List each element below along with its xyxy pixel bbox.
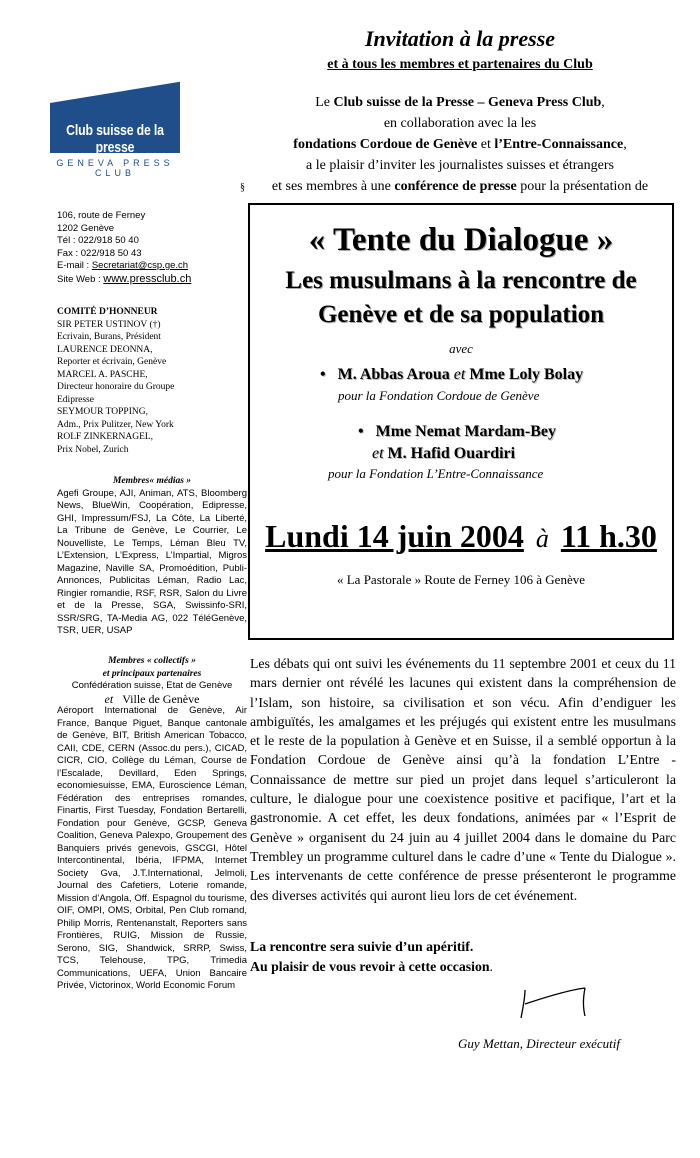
speaker-name: M. Abbas Aroua (337, 366, 454, 383)
street: 106, route de Ferney (57, 210, 146, 221)
club-name: Club suisse de la Presse – Geneva Press Club (333, 95, 602, 110)
logo-subtitle: GENEVA PRESS CLUB (56, 158, 174, 178)
intro-text: pour la présentation de (516, 179, 649, 194)
honor-line: Adm., Prix Pulitzer, New York (57, 419, 174, 430)
intro-text: et ses membres à une (271, 179, 395, 194)
speaker-name: Mme Nemat Mardam-Bey (375, 423, 556, 440)
partners-heading: et principaux partenaires (102, 668, 202, 679)
event-subtitle-line: Les musulmans à la rencontre de (285, 267, 637, 294)
intro-text: Le (315, 95, 334, 110)
closing-line: La rencontre sera suivie d’un apéritif. (250, 939, 474, 954)
honor-line: Prix Nobel, Zurich (57, 444, 129, 455)
city: 1202 Genève (57, 222, 115, 234)
collective-members (57, 655, 247, 993)
phone: Tél : 022/918 50 40 (57, 235, 139, 246)
club-address (57, 210, 242, 286)
invitation-title: Invitation à la presse (364, 26, 556, 51)
city-partner-et: et (104, 691, 114, 706)
speaker-et: et (372, 445, 384, 462)
event-subtitle-line: Genève et de sa population (317, 301, 605, 328)
foundation-entre-connaissance: pour la Fondation L’Entre-Connaissance (328, 466, 544, 481)
logo-block (50, 78, 180, 156)
media-list: Agefi Groupe, AJI, Animan, ATS, Bloomberg News, BlueWin, Coopération, Edipresse, GHI, Impressum/FSJ, La Côte, La Liberté, La Tribune de Genève, Le Courrier, Le Nouvelliste, Le Temps, Léman Bleu TV, L’Extension, L’Express, L’Impartial, Migros Magazine, Naville SA, Promoédition, Publi-Annonces, Publicitas Léman, Radio Lac, Ringier romandie, RSF, RSR, Salon du Livre et de la Presse, SGA, Swissinfo-SRI, SSR/SRG, TA-Media AG, 022 TéléGenève, TSR, UER, USAP (57, 487, 247, 636)
event-subtitle (250, 264, 672, 332)
body-paragraph: Les débats qui ont suivi les événements du 11 septembre 2001 et ceux du 11 mars dernier ont révélé les lacunes qui existent dans la compréhension de l’Islam, son histoire, sa civilisation et son vécu. Afin d’endiguer les ambiguïtés, les amalgames et les préjugés qui existent entre les musulmans et le reste de la population à Genève et en Suisse, il a semblé opportun à la Fondation Cordoue de Genève ainsi qu’à la fondation L’Entre - Connaissance de mettre sur pied un projet dans lequel s’articuleront la culture, le dialogue pour une coexistence positive et pacifique, l’art et la gastronomie. A cet effet, les deux fondations, animées par « l’Esprit de Genève » organisent du 24 juin au 4 juillet 2004 dans le domaine du Parc Trembley un programme culturel dans le cadre d’une « Tente du Dialogue ». Les intervenants de cette conférence de presse présenteront le programme des diverses activités qui auront lieu lors de cet événement. (250, 656, 676, 903)
intro-text: en collaboration avec la les (383, 116, 537, 131)
event-title: « Tente du Dialogue » (308, 222, 614, 258)
honor-line: SIR PETER USTINOV (†) (57, 319, 161, 330)
honor-line: LAURENCE DEONNA, (57, 344, 153, 355)
collective-heading: Membres « collectifs » (108, 656, 196, 666)
city-partner-name: Ville de Genève (122, 691, 200, 706)
email-label: E-mail : (57, 260, 92, 271)
intro-paragraph (245, 92, 675, 197)
media-heading: Membres« médias » (112, 476, 192, 486)
event-date-time (250, 518, 672, 555)
honor-heading: COMITÉ D’HONNEUR (57, 307, 158, 317)
logo-name: Club suisse de la presse (66, 122, 164, 156)
event-time: 11 h.30 (560, 518, 657, 554)
city-partner (57, 693, 247, 706)
section-mark: § (240, 182, 245, 193)
speaker-name: M. Hafid Ouardiri (383, 445, 516, 462)
honor-line: MARCEL A. PASCHE, (57, 369, 148, 380)
honor-line: Edipresse (57, 394, 94, 405)
speaker-name: Mme Loly Bolay (465, 366, 584, 383)
intro-text: , (601, 95, 605, 110)
honor-committee (57, 306, 242, 456)
web-label: Site Web : (57, 273, 104, 285)
media-members (57, 475, 247, 638)
foundation-name: l’Entre-Connaissance (494, 137, 624, 152)
speaker-line-3 (372, 445, 515, 463)
honor-line: Ecrivain, Burans, Président (57, 332, 161, 342)
speaker-line-2: • Mme Nemat Mardam-Bey (358, 423, 556, 440)
speaker-et: et (453, 366, 466, 383)
foundation-name: fondations Cordoue de Genève (293, 137, 478, 152)
closing-period: . (489, 959, 493, 974)
honor-line: ROLF ZINKERNAGEL, (57, 432, 154, 442)
handwritten-signature (513, 978, 593, 1023)
event-a: à (535, 524, 549, 553)
event-date: Lundi 14 juin 2004 (265, 518, 524, 554)
event-avec: avec (449, 341, 473, 356)
invitation-subtitle: et à tous les membres et partenaires du Club (327, 57, 593, 72)
event-venue: « La Pastorale » Route de Ferney 106 à Genève (336, 572, 585, 587)
collective-list: Aéroport International de Genève, Air France, Banque Piguet, Banque cantonale de Genève, BIT, British American Tobacco, CAII, CDE, CERN (Assoc.du pers.), CICAD, CICR, CIO, Collège du Léman, Course de l’Escalade, Devillard, Eden Springs, economiesuisse, EMA, Euroscience Léman, Fédération des entreprises romandes, Finartis, First Tuesday, Fondation Bertarelli, Fondation pour Genève, GCSP, Geneva Coalition, Geneva Palexpo, Groupement des Banquiers privés genevois, GSCGI, Hôtel Intercontinental, Ibéria, IFPMA, Internet Society Gva, J.T.International, Jelmoli, Journal des Cafetiers, Loterie romande, Mission d’Angola, Off. Espagnol du tourisme, OIF, OMPI, OMS, Orbital, Pen Club romand, Philip Morris, Rentenanstalt, Reporters sans Frontières, RUIG, Mission de Russie, Serono, SIG, Shandwick, SRRP, Swiss, TCS, Telehouse, TPG, Trimedia Communications, UEFA, Union Bancaire Privée, Victorinox, World Economic Forum (57, 705, 247, 991)
website-link[interactable]: www.pressclub.ch (103, 272, 192, 285)
email-link[interactable]: Secretariat@csp.ge.ch (91, 260, 189, 271)
closing (250, 937, 676, 977)
signer-name: Guy Mettan, Directeur exécutif (458, 1036, 620, 1051)
club-logo (50, 78, 180, 178)
foundation-cordoue: pour la Fondation Cordoue de Genève (338, 388, 540, 403)
intro-text: a le plaisir d’inviter les journalistes suisses et étrangers (306, 158, 614, 173)
intro-text: , (623, 137, 627, 152)
press-conference-label: conférence de presse (394, 179, 517, 194)
government-partners: Confédération suisse, Etat de Genève (71, 680, 233, 691)
speaker-line-1: • M. Abbas Aroua et Mme Loly Bolay (320, 366, 584, 383)
logo-wedge (50, 78, 180, 103)
honor-line: SEYMOUR TOPPING, (57, 407, 148, 417)
closing-line: Au plaisir de vous revoir à cette occasion (250, 959, 490, 974)
intro-text: et (477, 137, 495, 152)
fax: Fax : 022/918 50 43 (57, 247, 142, 259)
honor-line: Directeur honoraire du Groupe (57, 382, 175, 392)
honor-line: Reporter et écrivain, Genève (57, 357, 167, 367)
